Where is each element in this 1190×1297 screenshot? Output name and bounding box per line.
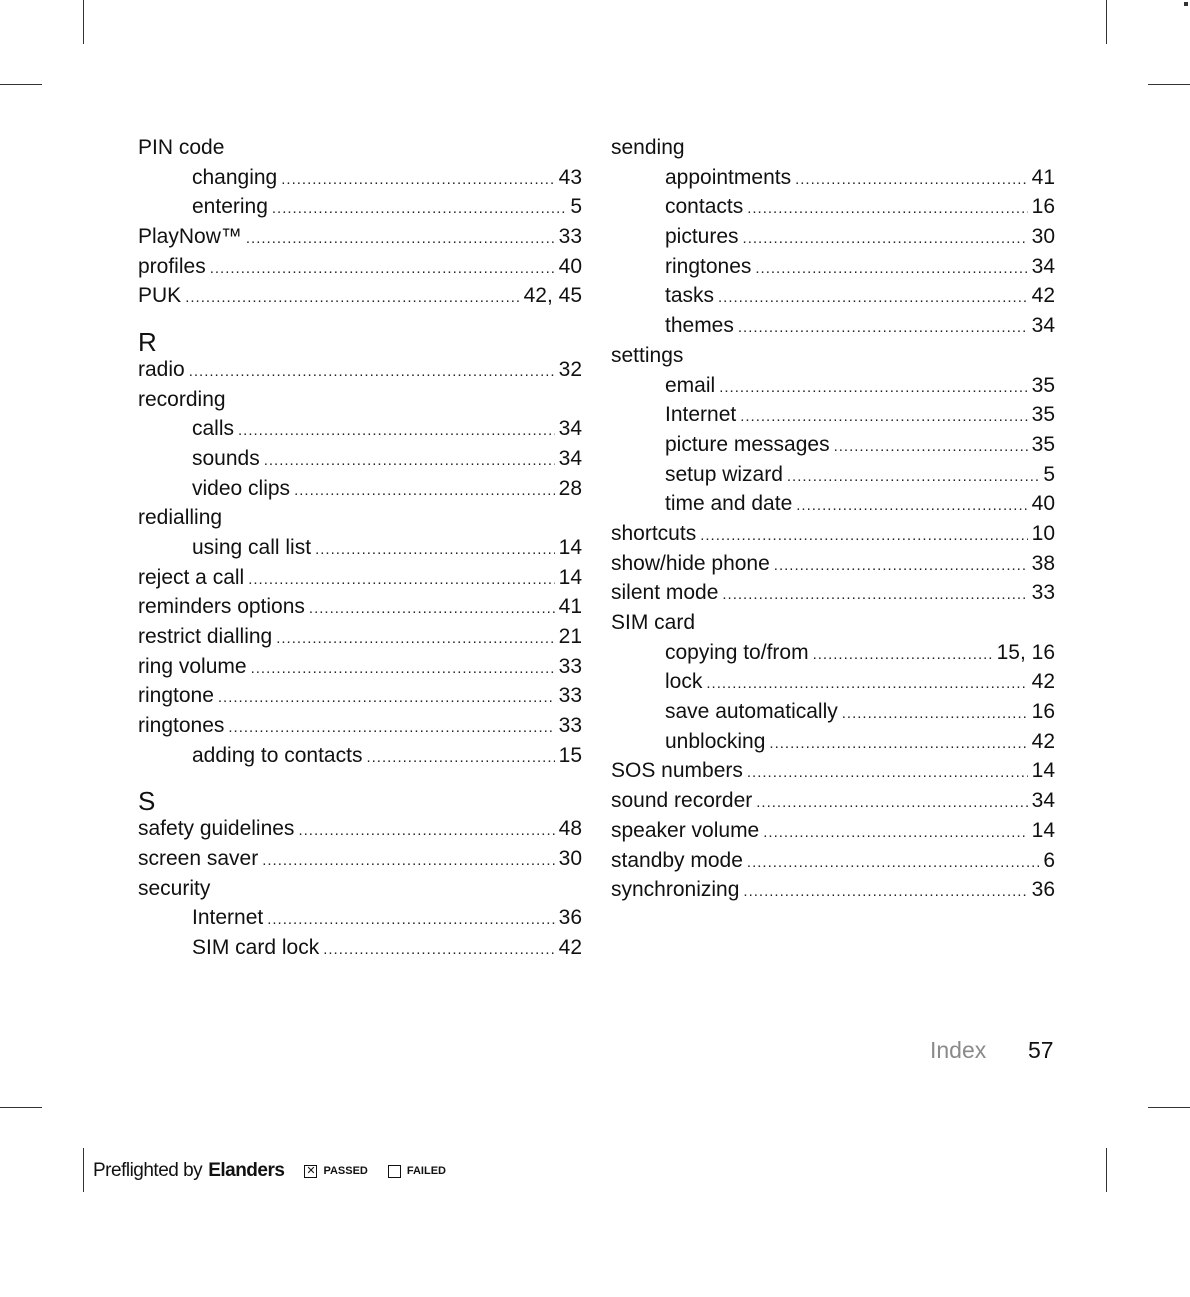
index-page-ref: 16: [1031, 195, 1055, 219]
index-term: save automatically: [665, 700, 838, 724]
index-entry: [611, 816, 1055, 846]
index-page-ref: 36: [1031, 878, 1055, 902]
index-term: recording: [138, 387, 226, 411]
index-page-ref: 14: [1031, 818, 1055, 842]
index-page-ref: 42: [1031, 284, 1055, 308]
section-gap: [138, 311, 582, 325]
index-page-ref: 41: [1031, 165, 1055, 189]
index-term: calls: [192, 417, 235, 441]
index-term: SIM card: [611, 611, 696, 634]
index-page-ref: 40: [558, 254, 582, 278]
dot-leader: [747, 848, 1039, 878]
index-page-ref: 35: [1031, 432, 1055, 456]
dot-leader: [738, 313, 1028, 343]
index-entry: [611, 519, 1055, 549]
index-page-ref: 42: [558, 935, 582, 959]
crop-mark: [83, 1148, 84, 1192]
index-page-ref: 42: [1031, 670, 1055, 694]
index-term: redialling: [138, 506, 223, 530]
index-page-ref: 30: [1031, 225, 1055, 249]
dot-leader: [769, 729, 1027, 759]
index-column-left: [138, 133, 582, 963]
index-term: PlayNow™: [138, 225, 242, 249]
index-subentry: [138, 163, 582, 193]
index-entry: [138, 814, 582, 844]
index-entry: [138, 563, 582, 593]
index-page-ref: 42: [1031, 729, 1055, 753]
index-subentry: [138, 474, 582, 504]
index-subentry: [611, 697, 1055, 727]
index-term: speaker volume: [611, 818, 760, 842]
index-term: silent mode: [611, 581, 719, 605]
dot-leader: [298, 816, 554, 846]
index-term: ringtones: [665, 254, 752, 278]
index-term: appointments: [665, 165, 792, 189]
dot-leader: [315, 535, 555, 565]
index-term: pictures: [665, 225, 739, 249]
index-term: contacts: [665, 195, 744, 219]
dot-leader: [706, 669, 1027, 699]
index-subentry: [138, 414, 582, 444]
dot-leader: [246, 224, 555, 254]
index-term: copying to/from: [665, 640, 809, 664]
index-term: entering: [192, 195, 268, 219]
index-page-ref: 30: [558, 846, 582, 870]
preflight-label: Preflighted by: [93, 1160, 203, 1181]
index-page-ref: 33: [558, 225, 582, 249]
index-page-ref: 14: [558, 565, 582, 589]
index-subentry: [611, 727, 1055, 757]
index-term: setup wizard: [665, 462, 783, 486]
dot-leader: [323, 935, 554, 965]
index-term: email: [665, 373, 716, 397]
index-subentry: [138, 933, 582, 963]
index-letter-heading: S: [138, 786, 156, 817]
dot-leader: [309, 594, 555, 624]
index-subentry: [611, 667, 1055, 697]
index-term: show/hide phone: [611, 551, 770, 575]
index-subentry: [611, 460, 1055, 490]
dot-leader: [366, 743, 554, 773]
index-entry: [138, 681, 582, 711]
registration-dot: [1184, 2, 1188, 6]
index-term: standby mode: [611, 848, 743, 872]
dot-leader: [722, 580, 1027, 610]
page-number: 57: [1028, 1037, 1054, 1063]
index-page-ref: 41: [558, 595, 582, 619]
index-entry: [611, 549, 1055, 579]
index-entry: [138, 133, 582, 163]
index-page-ref: 33: [558, 714, 582, 738]
index-term: ring volume: [138, 654, 247, 678]
index-entry: [611, 608, 1055, 638]
index-subentry: [138, 192, 582, 222]
dot-leader: [740, 402, 1027, 432]
crop-mark: [1106, 0, 1107, 44]
index-term: sound recorder: [611, 789, 753, 813]
dot-leader: [281, 165, 554, 195]
index-term: security: [138, 876, 211, 900]
index-page-ref: 15, 16: [996, 640, 1055, 664]
preflight-stamp: [93, 1158, 446, 1184]
index-page-ref: 43: [558, 165, 582, 189]
dot-leader: [718, 283, 1028, 313]
dot-leader: [842, 699, 1028, 729]
index-entry: [611, 341, 1055, 371]
index-term: Internet: [665, 403, 737, 427]
crop-mark: [1106, 1148, 1107, 1192]
index-letter-heading: R: [138, 327, 157, 358]
crop-mark: [1148, 1107, 1190, 1108]
index-subentry: [611, 281, 1055, 311]
index-entry: [138, 281, 582, 311]
dot-leader: [267, 905, 554, 935]
index-page-ref: 5: [1043, 462, 1055, 486]
index-term: SIM card lock: [192, 935, 320, 959]
dot-leader: [228, 713, 554, 743]
index-term: restrict dialling: [138, 625, 273, 648]
dot-leader: [796, 491, 1027, 521]
index-subentry: [611, 400, 1055, 430]
dot-leader: [756, 788, 1027, 818]
index-subentry: [611, 371, 1055, 401]
index-term: video clips: [192, 476, 291, 500]
crop-mark: [1148, 84, 1190, 85]
dot-leader: [238, 416, 555, 446]
index-page-ref: 33: [558, 654, 582, 678]
index-entry: [138, 844, 582, 874]
index-term: reminders options: [138, 595, 305, 619]
index-page-ref: 21: [558, 625, 582, 648]
index-page-ref: 35: [1031, 403, 1055, 427]
index-entry: [138, 622, 582, 652]
index-term: tasks: [665, 284, 715, 308]
index-page-ref: 35: [1031, 373, 1055, 397]
dot-leader: [248, 565, 554, 595]
index-entry: [138, 711, 582, 741]
index-subentry: [611, 252, 1055, 282]
index-term: picture messages: [665, 432, 830, 456]
index-page-ref: 14: [1031, 759, 1055, 783]
dot-leader: [294, 476, 555, 506]
index-subentry: [611, 430, 1055, 460]
index-page-ref: 28: [558, 476, 582, 500]
index-term: screen saver: [138, 846, 259, 870]
index-subentry: [611, 638, 1055, 668]
passed-checkbox: ✕: [306, 1164, 316, 1177]
section-gap: [138, 770, 582, 784]
index-subentry: [611, 489, 1055, 519]
index-term: lock: [665, 670, 703, 694]
index-term: profiles: [138, 254, 206, 278]
index-term: sending: [611, 136, 685, 159]
dot-leader: [747, 194, 1027, 224]
dot-leader: [813, 640, 993, 670]
index-term: SOS numbers: [611, 759, 743, 783]
footer-section-label: Index: [930, 1037, 987, 1063]
failed-label: FAILED: [406, 1165, 446, 1177]
dot-leader: [763, 818, 1027, 848]
index-term: using call list: [192, 535, 312, 559]
index-page-ref: 5: [570, 195, 582, 219]
dot-leader: [747, 758, 1028, 788]
index-term: settings: [611, 343, 684, 367]
dot-leader: [743, 224, 1028, 254]
index-term: radio: [138, 357, 185, 381]
index-page-ref: 10: [1031, 521, 1055, 545]
index-term: changing: [192, 165, 278, 189]
index-entry: [138, 592, 582, 622]
index-entry: [138, 252, 582, 282]
dot-leader: [262, 846, 554, 876]
index-term: time and date: [665, 492, 793, 516]
index-term: safety guidelines: [138, 817, 295, 841]
index-entry: [611, 786, 1055, 816]
index-page-ref: 40: [1031, 492, 1055, 516]
dot-leader: [719, 373, 1027, 403]
index-entry: [611, 133, 1055, 163]
index-term: reject a call: [138, 565, 245, 589]
index-subentry: [611, 311, 1055, 341]
index-term: synchronizing: [611, 878, 740, 902]
index-subentry: [611, 163, 1055, 193]
index-entry: [611, 756, 1055, 786]
index-term: adding to contacts: [192, 743, 363, 767]
index-term: themes: [665, 314, 734, 338]
index-entry: [138, 355, 582, 385]
index-subentry: [611, 192, 1055, 222]
dot-leader: [264, 446, 555, 476]
dot-leader: [774, 551, 1028, 581]
index-term: Internet: [192, 906, 264, 930]
index-page-ref: 33: [558, 684, 582, 708]
index-page-ref: 16: [1031, 700, 1055, 724]
index-page-ref: 36: [558, 906, 582, 930]
index-entry: [138, 652, 582, 682]
dot-leader: [210, 254, 555, 284]
index-entry: [138, 503, 582, 533]
crop-mark: [0, 84, 42, 85]
index-page-ref: 34: [1031, 314, 1055, 338]
index-subentry: [138, 444, 582, 474]
dot-leader: [251, 654, 555, 684]
index-column-right: [611, 133, 1055, 905]
index-subentry: [138, 741, 582, 771]
index-entry: [611, 846, 1055, 876]
index-entry: [138, 222, 582, 252]
index-subentry: [611, 222, 1055, 252]
crop-mark: [83, 0, 84, 44]
index-term: ringtone: [138, 684, 214, 708]
dot-leader: [272, 194, 566, 224]
index-page-ref: 6: [1043, 848, 1055, 872]
preflight-brand-logo: Elanders: [208, 1160, 285, 1181]
index-term: PIN code: [138, 136, 225, 159]
index-entry: [611, 875, 1055, 905]
index-term: PUK: [138, 284, 182, 308]
dot-leader: [700, 521, 1027, 551]
crop-mark: [0, 1107, 42, 1108]
index-page-ref: 34: [558, 446, 582, 470]
index-term: unblocking: [665, 729, 766, 753]
dot-leader: [185, 283, 519, 313]
index-subentry: [138, 533, 582, 563]
index-entry: [138, 385, 582, 415]
index-page-ref: 33: [1031, 581, 1055, 605]
dot-leader: [218, 683, 555, 713]
index-subentry: [138, 903, 582, 933]
index-page-ref: 34: [1031, 254, 1055, 278]
index-page-ref: 34: [558, 417, 582, 441]
dot-leader: [743, 877, 1027, 907]
index-page-ref: 48: [558, 817, 582, 841]
index-page-ref: 34: [1031, 789, 1055, 813]
failed-checkbox: [388, 1165, 401, 1178]
index-page-ref: 15: [558, 743, 582, 767]
index-term: ringtones: [138, 714, 225, 738]
dot-leader: [276, 624, 554, 654]
index-entry: [611, 578, 1055, 608]
passed-label: PASSED: [323, 1165, 368, 1177]
index-page-ref: 42, 45: [523, 284, 582, 308]
index-page-ref: 14: [558, 535, 582, 559]
dot-leader: [189, 357, 555, 387]
dot-leader: [787, 462, 1039, 492]
index-page-ref: 38: [1031, 551, 1055, 575]
dot-leader: [834, 432, 1028, 462]
index-term: shortcuts: [611, 521, 697, 545]
dot-leader: [755, 254, 1027, 284]
index-term: sounds: [192, 446, 260, 470]
index-page-ref: 32: [558, 357, 582, 381]
dot-leader: [795, 165, 1028, 195]
index-entry: [138, 874, 582, 904]
